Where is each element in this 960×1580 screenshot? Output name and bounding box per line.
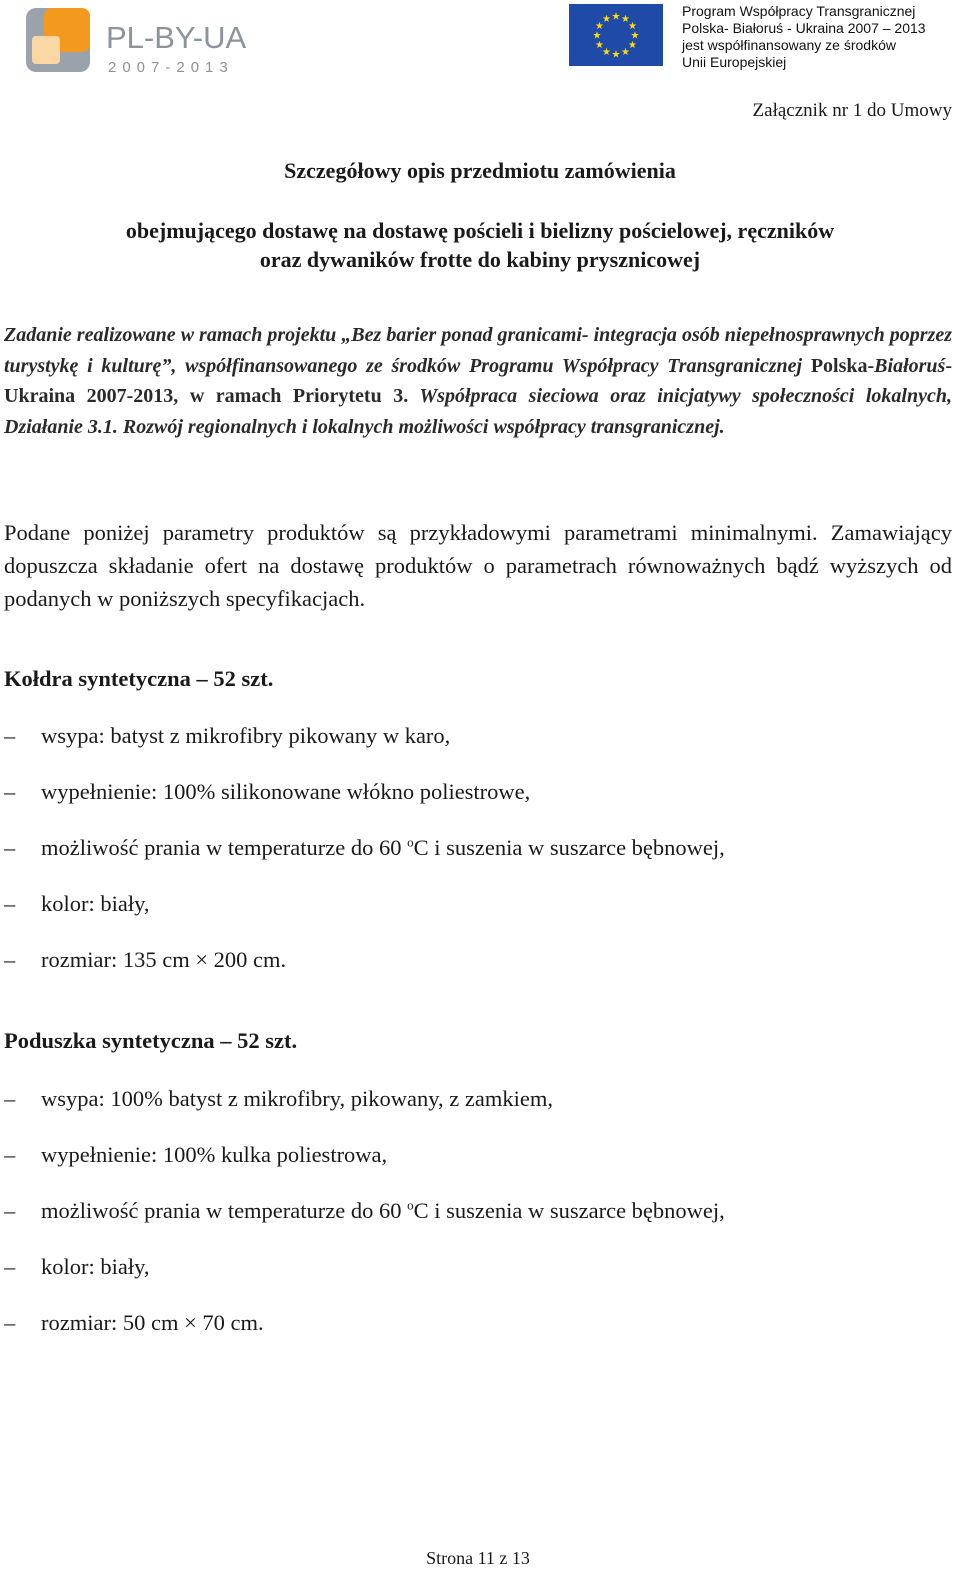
list-item	[0, 888, 950, 944]
project-text: Zadanie realizowane w ramach projektu „Bez barier ponad granicami- integracja osób niepełnosprawnych poprzez turystykę i kulturę”, współfinansowanego ze środków Programu Współpracy Transgranicznej	[4, 324, 952, 377]
eu-flag-icon	[569, 4, 663, 66]
eu-star-icon: ★	[611, 11, 621, 23]
project-text: Współpraca sieciowa oraz inicjatywy społeczności lokalnych, Działanie 3.1. Rozwój regionalnych i lokalnych możliwości współpracy transgranicznej.	[4, 385, 952, 438]
eu-star-icon: ★	[611, 49, 621, 61]
subtitle-line: obejmującego dostawę na dostawę pościeli i bielizny pościelowej, ręczników	[125, 218, 835, 243]
eu-star-icon: ★	[627, 40, 637, 51]
eu-star-icon: ★	[627, 21, 637, 32]
list-item-text: wypełnienie: 100% kulka poliestrowa,	[41, 1142, 388, 1167]
page-number: Strona 11 z 13	[426, 1548, 530, 1568]
list-item-text: wsypa: batyst z mikrofibry pikowany w karo,	[41, 723, 451, 748]
program-info	[682, 3, 958, 71]
eu-star-icon: ★	[630, 30, 640, 42]
annex-label: Załącznik nr 1 do Umowy	[752, 100, 952, 121]
bullet-dash: –	[4, 1254, 16, 1279]
eu-star-icon: ★	[621, 14, 630, 26]
bullet-dash: –	[4, 723, 16, 748]
project-paragraph	[4, 320, 952, 442]
section-title-quilt: Kołdra syntetyczna – 52 szt.	[4, 666, 274, 691]
eu-star-icon: ★	[602, 14, 611, 26]
list-item-text: kolor: biały,	[41, 1254, 150, 1279]
bullet-dash: –	[4, 1310, 16, 1335]
program-line: Unii Europejskiej	[682, 54, 787, 70]
eu-star-icon: ★	[602, 46, 611, 58]
program-line: Program Współpracy Transgranicznej	[682, 3, 916, 19]
project-text: Polska-	[810, 354, 875, 377]
bullet-dash: –	[4, 835, 16, 860]
eu-star-icon: ★	[592, 30, 602, 42]
list-item	[0, 1251, 950, 1307]
pillow-spec-list	[0, 1083, 950, 1363]
project-text: Białoruś	[874, 354, 946, 377]
list-item-text: wsypa: 100% batyst z mikrofibry, pikowany, z zamkiem,	[41, 1086, 553, 1111]
eu-star-icon: ★	[595, 21, 605, 32]
list-item	[0, 1083, 950, 1139]
intro-paragraph: Podane poniżej parametry produktów są przykładowymi parametrami minimalnymi. Zamawiający dopuszcza składanie ofert na dostawę produktów o parametrach równoważnych bądź wyższych od podanych w poniższych specyfikacjach.	[4, 520, 952, 611]
list-item	[0, 944, 950, 1000]
list-item	[0, 832, 950, 888]
quilt-spec-list	[0, 720, 950, 1000]
bullet-dash: –	[4, 1198, 16, 1223]
logo-text: PL-BY-UA	[106, 20, 247, 55]
list-item-text: rozmiar: 135 cm × 200 cm.	[41, 947, 287, 972]
pl-by-ua-logo	[22, 6, 252, 78]
subtitle-line: oraz dywaników frotte do kabiny prysznicowej	[259, 247, 701, 272]
bullet-dash: –	[4, 779, 16, 804]
list-item-text: rozmiar: 50 cm × 70 cm.	[41, 1310, 264, 1335]
bullet-dash: –	[4, 947, 16, 972]
list-item	[0, 720, 950, 776]
list-item	[0, 776, 950, 832]
bullet-dash: –	[4, 1086, 16, 1111]
list-item-text: kolor: biały,	[41, 891, 150, 916]
project-text: -Ukraina 2007-2013, w ramach Priorytetu 3.	[4, 354, 952, 407]
list-item-text: wypełnienie: 100% silikonowane włókno poliestrowe,	[41, 779, 531, 804]
section-title-pillow: Poduszka syntetyczna – 52 szt.	[4, 1028, 298, 1053]
eu-star-icon: ★	[621, 46, 630, 58]
list-item	[0, 1195, 950, 1251]
program-line: jest współfinansowany ze środków	[682, 37, 896, 53]
bullet-dash: –	[4, 1142, 16, 1167]
list-item	[0, 1139, 950, 1195]
document-subtitle	[0, 216, 960, 274]
list-item	[0, 1307, 950, 1363]
list-item-text: możliwość prania w temperaturze do 60 $^o$C i suszenia w suszarce bębnowej,	[41, 834, 725, 860]
bullet-dash: –	[4, 891, 16, 916]
eu-star-icon: ★	[595, 40, 605, 51]
document-title: Szczegółowy opis przedmiotu zamówienia	[284, 158, 676, 183]
list-item-text: możliwość prania w temperaturze do 60 $^o$C i suszenia w suszarce bębnowej,	[41, 1197, 725, 1223]
program-line: Polska- Białoruś - Ukraina 2007 – 2013	[682, 20, 926, 36]
logo-years: 2007-2013	[108, 59, 234, 76]
